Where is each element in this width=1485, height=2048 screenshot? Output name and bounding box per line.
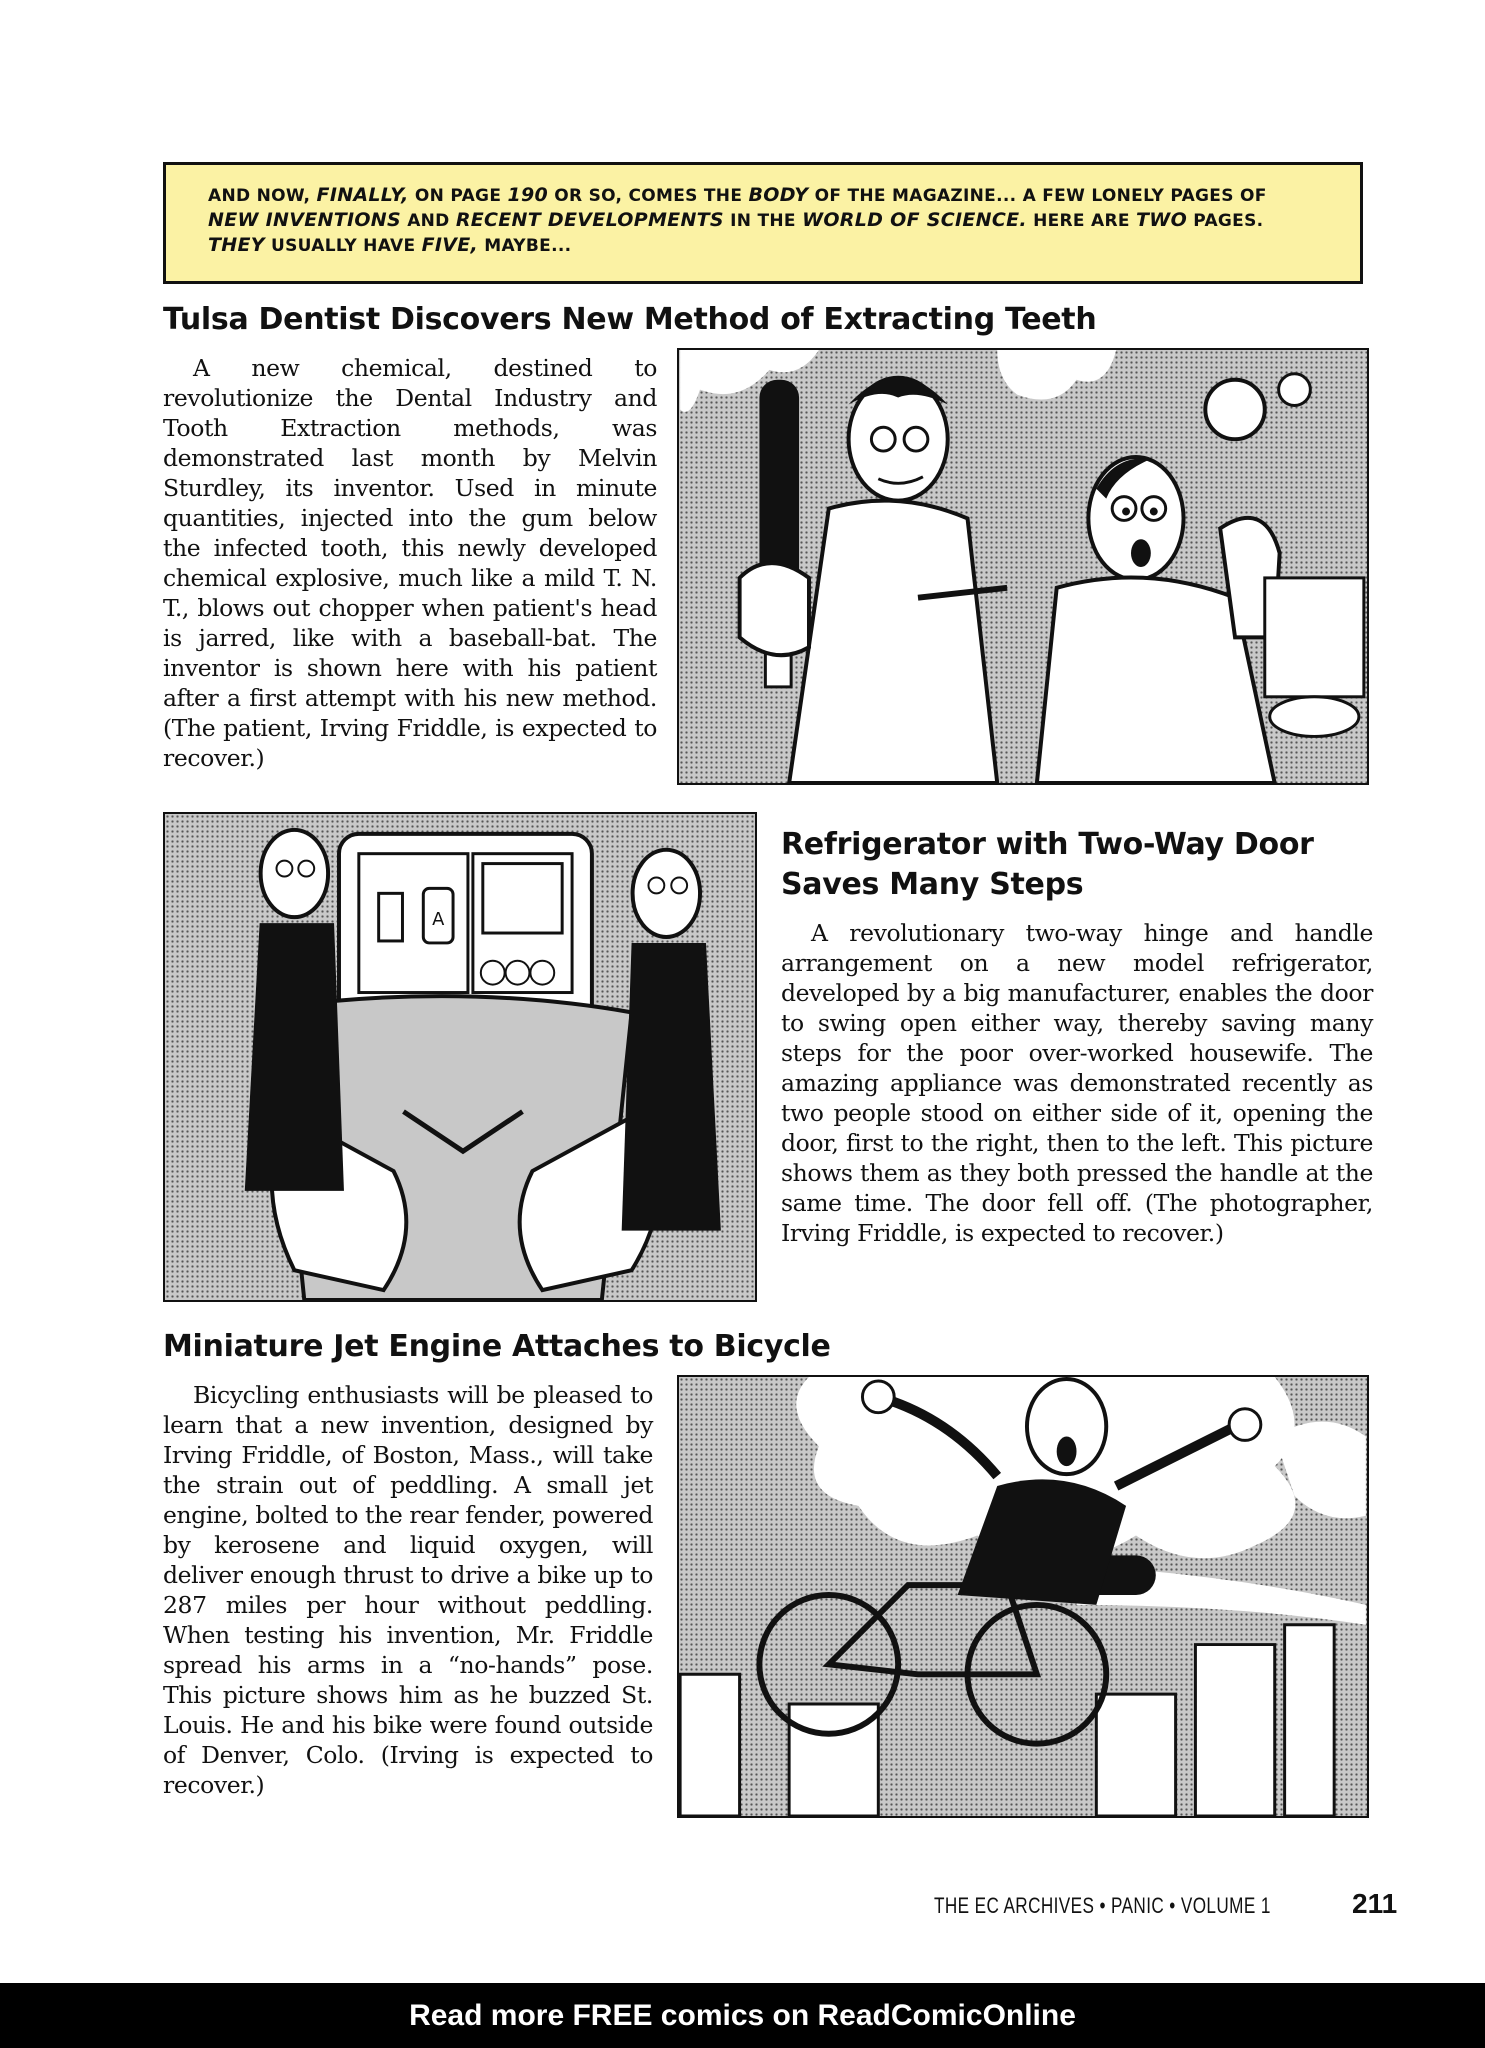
refrigerator-drawing bbox=[165, 814, 755, 1300]
intro-text: AND NOW, bbox=[208, 186, 317, 206]
intro-emphasis: FINALLY, bbox=[316, 184, 409, 206]
intro-text: OF THE MAGAZINE... A FEW LONELY PAGES OF bbox=[808, 186, 1267, 206]
intro-emphasis: WORLD OF SCIENCE. bbox=[802, 209, 1027, 231]
dentist-drawing bbox=[679, 350, 1367, 783]
intro-emphasis: FIVE, bbox=[421, 234, 479, 256]
intro-text: AND bbox=[400, 211, 456, 231]
jet-bicycle-illustration bbox=[677, 1375, 1369, 1818]
jet-bicycle-drawing bbox=[679, 1377, 1367, 1816]
intro-emphasis: 190 bbox=[507, 184, 549, 206]
intro-caption-box bbox=[163, 162, 1363, 284]
intro-text: USUALLY HAVE bbox=[264, 236, 422, 256]
intro-emphasis: RECENT DEVELOPMENTS bbox=[455, 209, 724, 231]
intro-text: MAYBE... bbox=[478, 236, 572, 256]
promo-banner[interactable]: Read more FREE comics on ReadComicOnline bbox=[0, 1983, 1485, 2048]
intro-emphasis: THEY bbox=[208, 234, 265, 256]
intro-text: HERE ARE bbox=[1026, 211, 1137, 231]
refrigerator-illustration bbox=[163, 812, 757, 1302]
article-1-headline: Tulsa Dentist Discovers New Method of Extracting Teeth bbox=[163, 302, 1097, 337]
intro-emphasis: TWO bbox=[1136, 209, 1188, 231]
article-2-headline-line2: Saves Many Steps bbox=[781, 867, 1084, 902]
article-1-body: A new chemical, destined to revolutionize the Dental Industry and Tooth Extraction methods, was demonstrated last month by Melvin Sturdley, its inventor. Used in minute quantities, injected into the gum below the infected tooth, this newly developed chemical explosive, much like a mild T. N. T., blows out chopper when patient's head is jarred, like with a baseball-bat. The inventor is shown here with his patient after a first attempt with his new method. (The patient, Irving Friddle, is expected to recover.) bbox=[163, 354, 657, 772]
article-3-headline: Miniature Jet Engine Attaches to Bicycle bbox=[163, 1329, 831, 1364]
article-2-body: A revolutionary two-way hinge and handle arrangement on a new model refrigerator, developed by a big manufacturer, enables the door to swing open either way, thereby saving many steps for the poor over-worked housewife. The amazing appliance was demonstrated recently as two people stood on either side of it, opening the door, first to the right, then to the left. This picture shows them as they both pressed the handle at the same time. The door fell off. (The photographer, Irving Friddle, is expected to recover.) bbox=[781, 919, 1373, 1247]
intro-text: ON PAGE bbox=[408, 186, 508, 206]
footer-credit: THE EC ARCHIVES • PANIC • VOLUME 1 bbox=[934, 1893, 1271, 1918]
article-3-body: Bicycling enthusiasts will be pleased to learn that a new invention, designed by Irving Friddle, of Boston, Mass., will take the strain out of peddling. A small jet engine, bolted to the rear fender, powered by kerosene and liquid oxygen, will deliver enough thrust to drive a bike up to 287 miles per hour without peddling. When testing his invention, Mr. Friddle spread his arms in a “no-hands” pose. This picture shows him as he buzzed St. Louis. He and his bike were found outside of Denver, Colo. (Irving is expected to recover.) bbox=[163, 1381, 653, 1799]
intro-text: PAGES. bbox=[1187, 211, 1264, 231]
intro-emphasis: NEW INVENTIONS bbox=[208, 209, 401, 231]
dentist-illustration bbox=[677, 348, 1369, 785]
page-number: 211 bbox=[1352, 1888, 1398, 1919]
intro-text: IN THE bbox=[723, 211, 803, 231]
bottle-label: A bbox=[432, 909, 445, 931]
article-2-headline-line1: Refrigerator with Two-Way Door bbox=[781, 827, 1314, 862]
intro-emphasis: BODY bbox=[748, 184, 809, 206]
intro-text: OR SO, COMES THE bbox=[548, 186, 749, 206]
